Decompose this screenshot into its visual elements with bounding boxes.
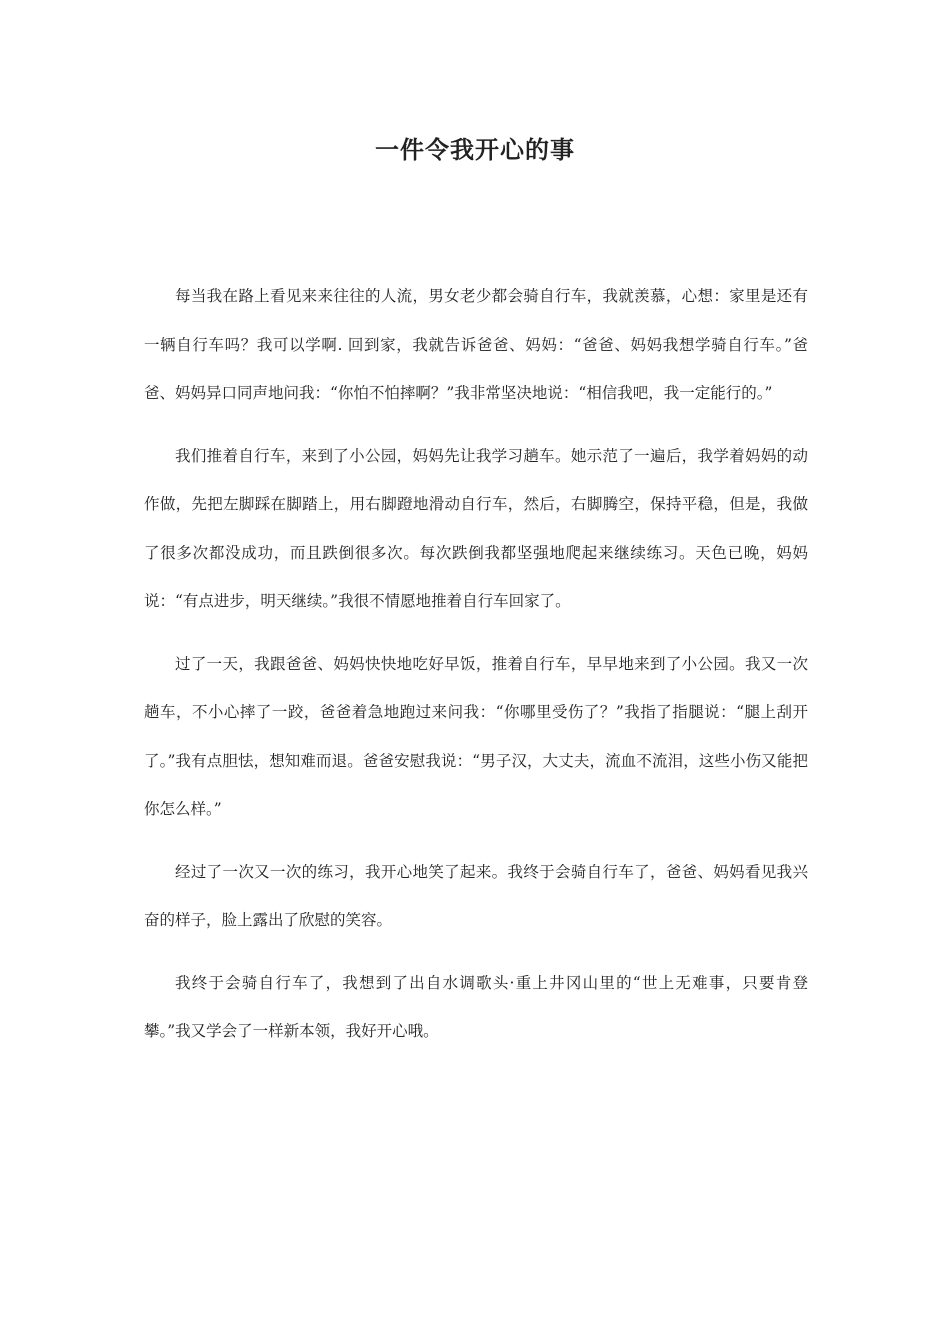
document-title: 一件令我开心的事 <box>375 135 575 164</box>
paragraph-4: 经过了一次又一次的练习，我开心地笑了起来。我终于会骑自行车了，爸爸、妈妈看见我兴奋的样子，脸上露出了欣慰的笑容。 <box>144 862 808 929</box>
document-body <box>144 272 808 1070</box>
paragraph-1: 每当我在路上看见来来往往的人流，男女老少都会骑自行车，我就羡慕，心想：家里是还有一辆自行车吗？我可以学啊. 回到家，我就告诉爸爸、妈妈：“爸爸、妈妈我想学骑自行车。”爸爸、妈妈异口同声地问我：“你怕不怕摔啊？”我非常坚决地说：“相信我吧，我一定能行的。” <box>144 287 808 402</box>
paragraph-5: 我终于会骑自行车了，我想到了出自水调歌头·重上井冈山里的“世上无难事，只要肯登攀。”我又学会了一样新本领，我好开心哦。 <box>144 973 808 1040</box>
paragraph-3: 过了一天，我跟爸爸、妈妈快快地吃好早饭，推着自行车，早早地来到了小公园。我又一次趟车，不小心摔了一跤，爸爸着急地跑过来问我：“你哪里受伤了？”我指了指腿说：“腿上刮开了。”我有点胆怯，想知难而退。爸爸安慰我说：“男子汉，大丈夫，流血不流泪，这些小伤又能把你怎么样。” <box>144 654 808 818</box>
paragraph-2: 我们推着自行车，来到了小公园，妈妈先让我学习趟车。她示范了一遍后，我学着妈妈的动作做，先把左脚踩在脚踏上，用右脚蹬地滑动自行车，然后，右脚腾空，保持平稳，但是，我做了很多次都没成功，而且跌倒很多次。每次跌倒我都坚强地爬起来继续练习。天色已晚，妈妈说：“有点进步，明天继续。”我很不情愿地推着自行车回家了。 <box>144 446 808 610</box>
